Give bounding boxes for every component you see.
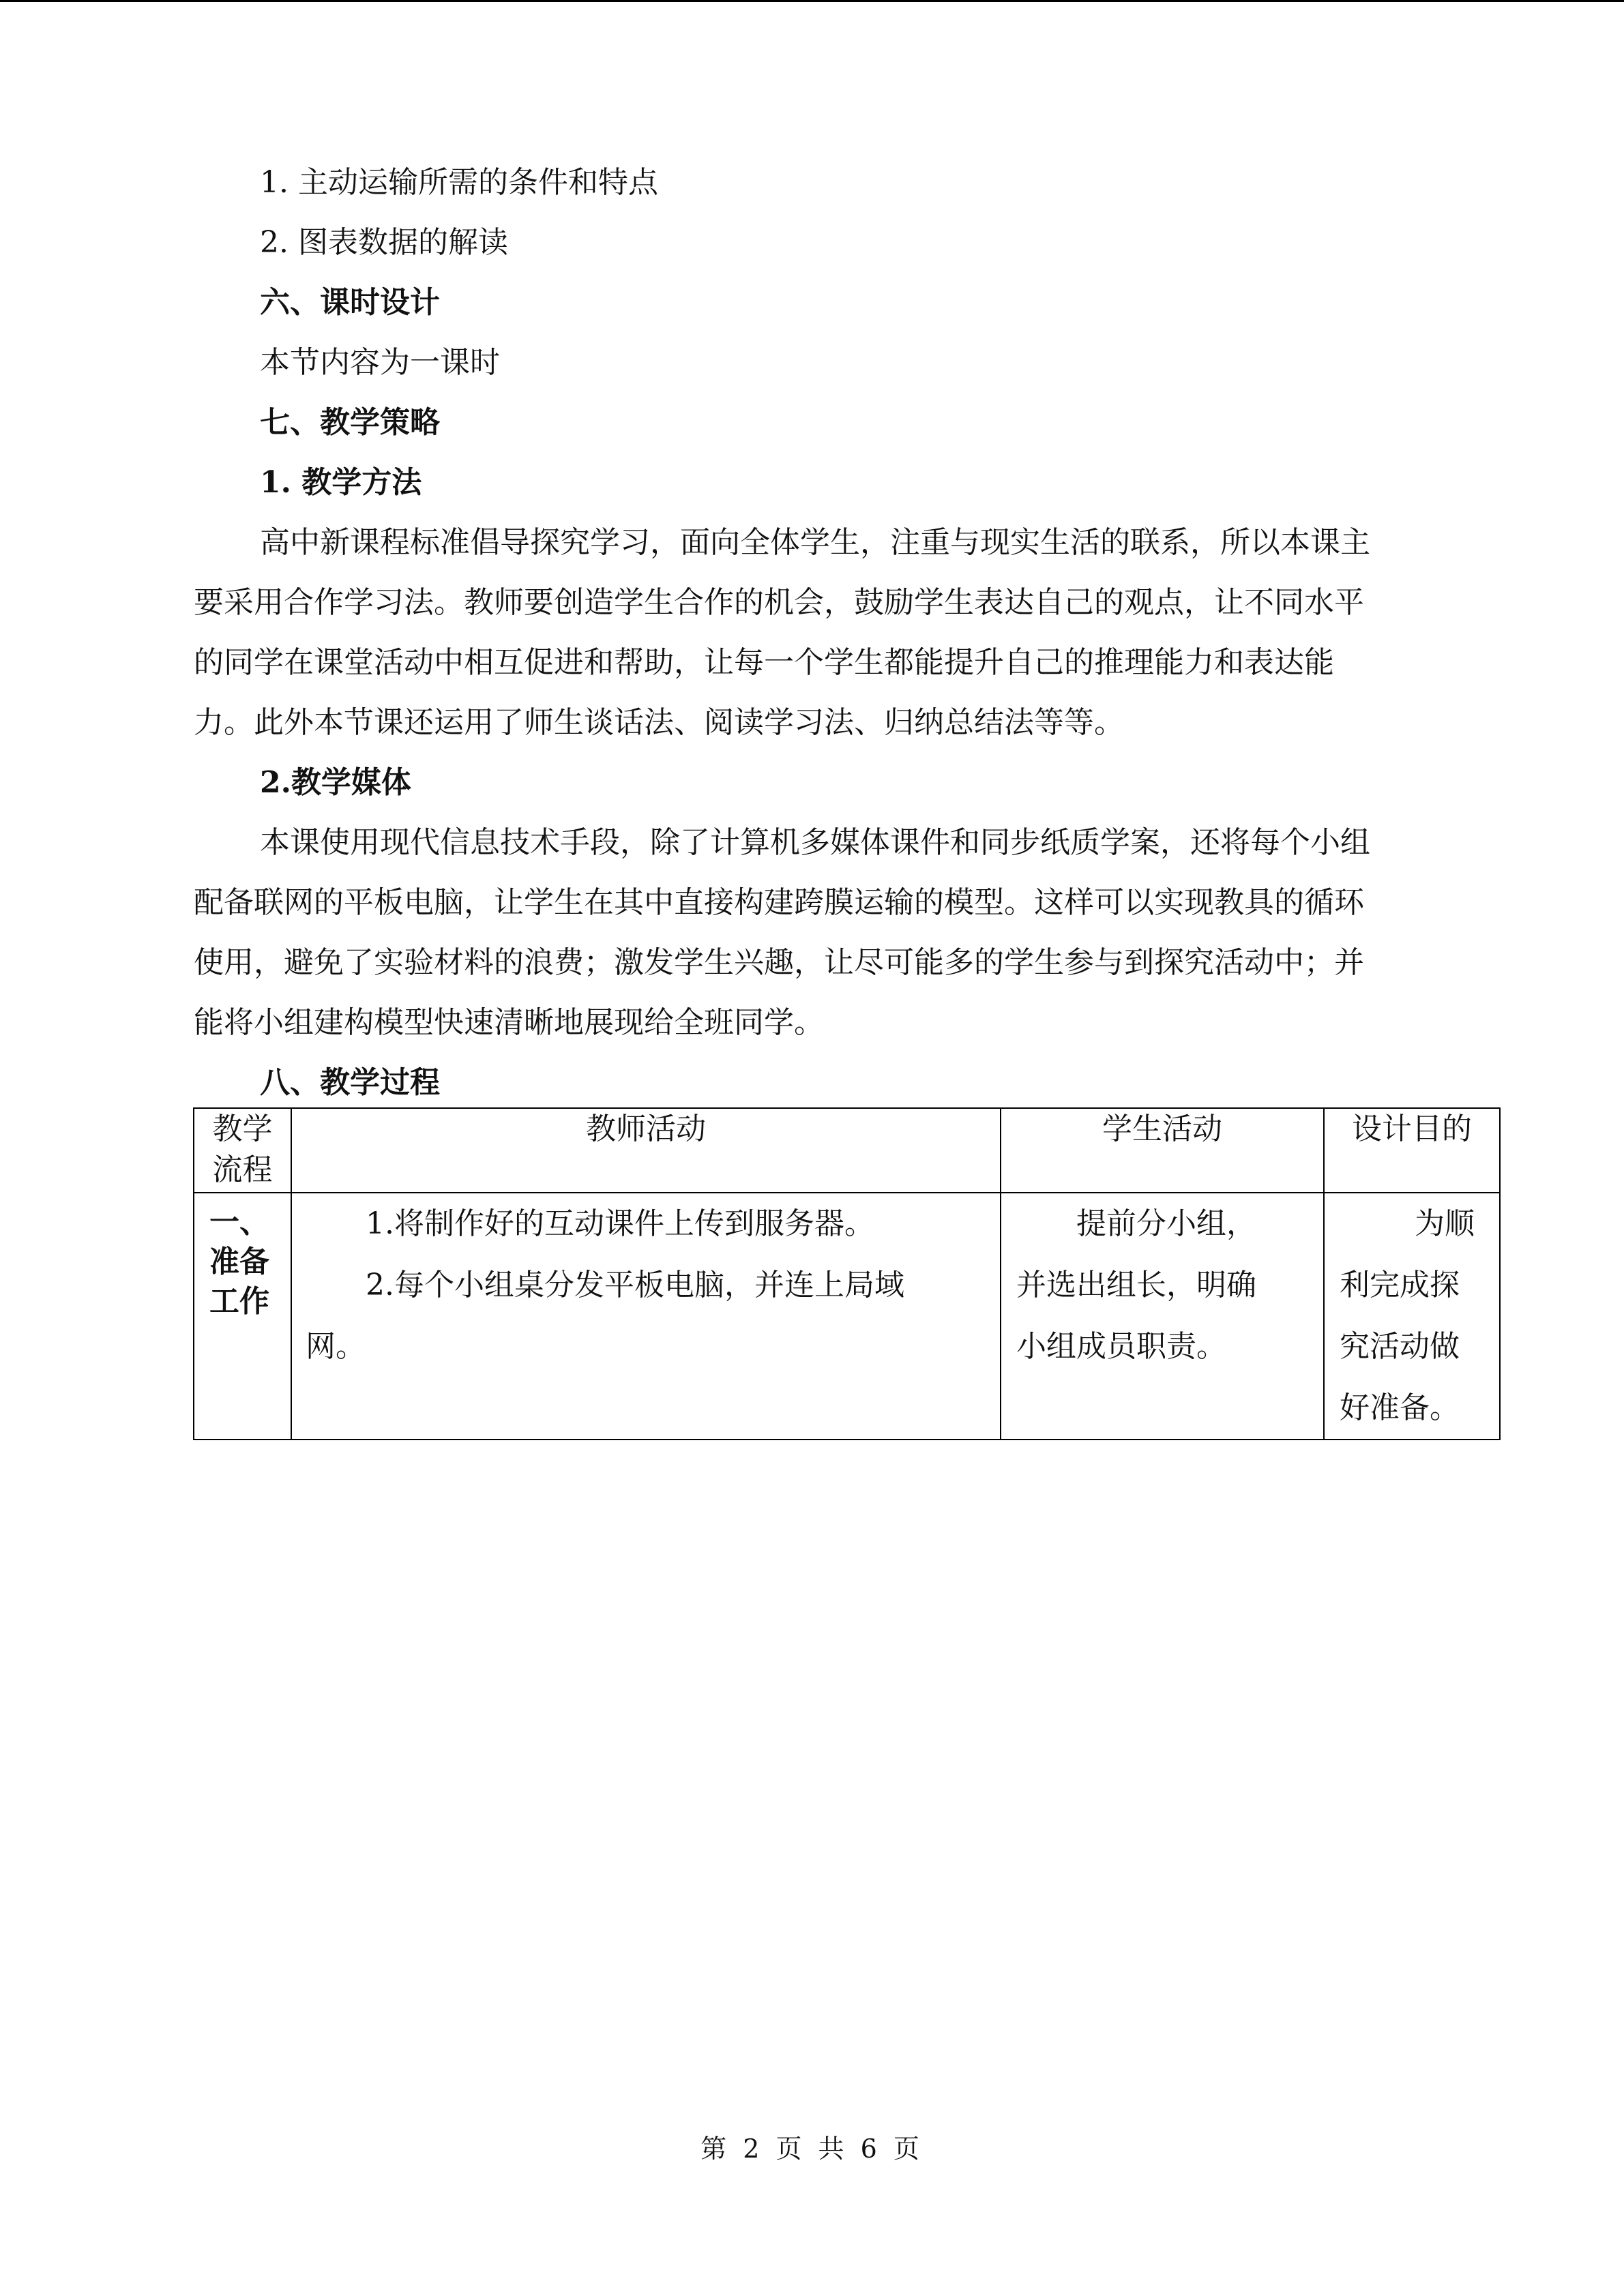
paragraph-media-line-2: 配备联网的平板电脑，让学生在其中直接构建跨膜运输的模型。这样可以实现教具的循环 bbox=[194, 885, 1364, 920]
header-process bbox=[194, 1108, 291, 1193]
section-heading-7: 七、教学策略 bbox=[260, 405, 440, 440]
header-process-line-1: 教学 bbox=[212, 1112, 273, 1146]
purpose-line-2: 利完成探 bbox=[1340, 1268, 1460, 1302]
step-line-3: 工作 bbox=[209, 1284, 269, 1319]
paragraph-method-line-2: 要采用合作学习法。教师要创造学生合作的机会，鼓励学生表达自己的观点，让不同水平 bbox=[194, 585, 1364, 620]
student-activity-line-3: 小组成员职责。 bbox=[1016, 1329, 1226, 1364]
section-heading-8: 八、教学过程 bbox=[260, 1065, 440, 1100]
design-purpose-cell bbox=[1324, 1193, 1500, 1440]
paragraph-media-line-1: 本课使用现代信息技术手段，除了计算机多媒体课件和同步纸质学案，还将每个小组 bbox=[260, 825, 1370, 860]
purpose-line-4: 好准备。 bbox=[1340, 1390, 1460, 1425]
header-process-line-2: 流程 bbox=[212, 1152, 273, 1187]
teacher-activity-line-3: 网。 bbox=[306, 1329, 366, 1364]
student-activity-cell bbox=[1001, 1193, 1324, 1440]
subheading-teaching-media: 2.教学媒体 bbox=[260, 765, 411, 800]
paragraph-lesson-period: 本节内容为一课时 bbox=[260, 345, 500, 380]
paragraph-method-line-1: 高中新课程标准倡导探究学习，面向全体学生，注重与现实生活的联系，所以本课主 bbox=[260, 525, 1370, 560]
paragraph-method-line-3: 的同学在课堂活动中相互促进和帮助，让每一个学生都能提升自己的推理能力和表达能 bbox=[194, 645, 1334, 680]
step-line-2: 准备 bbox=[209, 1244, 269, 1279]
page-number-footer: 第 2 页 共 6 页 bbox=[700, 2134, 924, 2164]
teacher-activity-line-2: 2.每个小组桌分发平板电脑，并连上局域 bbox=[366, 1268, 904, 1302]
header-student-activity bbox=[1001, 1108, 1324, 1193]
header-teacher-activity bbox=[291, 1108, 1001, 1193]
list-item-2: 2. 图表数据的解读 bbox=[260, 225, 508, 260]
table-header-row bbox=[194, 1108, 1500, 1193]
purpose-line-3: 究活动做 bbox=[1340, 1329, 1460, 1364]
teacher-activity-cell bbox=[291, 1193, 1001, 1440]
subheading-teaching-method: 1. 教学方法 bbox=[260, 465, 422, 500]
step-line-1: 一、 bbox=[209, 1205, 269, 1240]
header-purpose-label: 设计目的 bbox=[1352, 1112, 1472, 1146]
teacher-activity-line-1: 1.将制作好的互动课件上传到服务器。 bbox=[366, 1206, 874, 1241]
header-teacher-label: 教师活动 bbox=[586, 1112, 706, 1146]
header-design-purpose bbox=[1324, 1108, 1500, 1193]
top-border bbox=[0, 0, 1624, 2]
student-activity-line-2: 并选出组长，明确 bbox=[1016, 1268, 1256, 1302]
header-student-label: 学生活动 bbox=[1102, 1112, 1222, 1146]
list-item-1: 1. 主动运输所需的条件和特点 bbox=[260, 165, 658, 200]
paragraph-media-line-4: 能将小组建构模型快速清晰地展现给全班同学。 bbox=[194, 1005, 824, 1040]
paragraph-method-line-4: 力。此外本节课还运用了师生谈话法、阅读学习法、归纳总结法等等。 bbox=[194, 705, 1124, 740]
teaching-process-table bbox=[193, 1107, 1501, 1440]
purpose-line-1: 为顺 bbox=[1415, 1206, 1475, 1241]
step-cell bbox=[194, 1193, 291, 1440]
paragraph-media-line-3: 使用，避免了实验材料的浪费；激发学生兴趣，让尽可能多的学生参与到探究活动中；并 bbox=[194, 945, 1364, 980]
student-activity-line-1: 提前分小组， bbox=[1076, 1206, 1256, 1241]
section-heading-6: 六、课时设计 bbox=[260, 285, 440, 320]
table-row bbox=[194, 1193, 1500, 1440]
